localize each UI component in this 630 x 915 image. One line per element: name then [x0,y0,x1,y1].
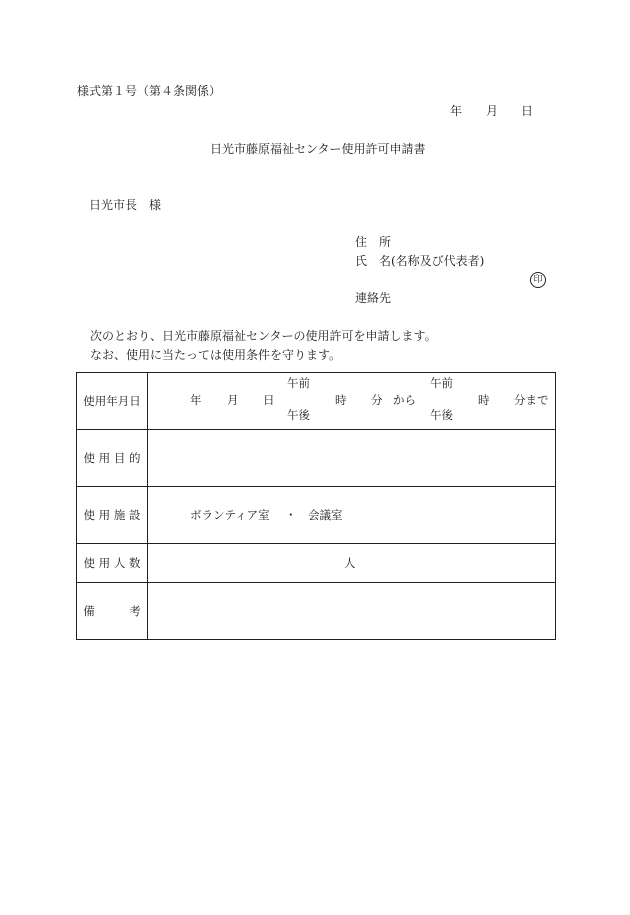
usage-year: 年 [190,393,202,407]
addressee: 日光市長 様 [89,198,162,212]
end-minute-until: 分まで [514,393,549,407]
remarks-field[interactable] [148,583,556,640]
from-label: から [393,393,416,407]
body-text-line-2: なお、使用に当たっては使用条件を守ります。 [90,348,342,362]
start-hour: 時 [335,393,347,407]
start-am[interactable]: 午前 [287,376,310,390]
label-usage-people: 使 用 人 数 [77,544,148,583]
end-pm[interactable]: 午後 [430,408,453,422]
table-row-date [77,373,556,430]
end-hour: 時 [478,393,490,407]
usage-people-field[interactable] [148,544,556,583]
label-remarks: 備 考 [77,583,148,640]
seal-mark: 印 [530,272,546,288]
table-row-people [77,544,556,583]
label-usage-date: 使用年月日 [77,373,148,430]
label-usage-purpose: 使 用 目 的 [77,430,148,487]
body-text-line-1: 次のとおり、日光市藤原福祉センターの使用許可を申請します。 [90,329,437,343]
facility-volunteer-room[interactable]: ボランティア室 [190,508,270,522]
usage-purpose-field[interactable] [148,430,556,487]
usage-facility-field [148,487,556,544]
facility-meeting-room[interactable]: 会議室 [308,508,343,522]
name-label: 氏 名(名称及び代表者) [355,254,485,268]
table-row-remarks [77,583,556,640]
end-am[interactable]: 午前 [430,376,453,390]
people-unit: 人 [344,556,356,570]
date-month-label: 月 [486,104,499,118]
contact-label: 連絡先 [355,291,392,305]
application-table [76,372,556,640]
date-day-label: 日 [521,104,534,118]
start-minute: 分 [371,393,383,407]
usage-month: 月 [227,393,239,407]
form-number: 様式第１号（第４条関係） [77,84,222,98]
label-usage-facility: 使 用 施 設 [77,487,148,544]
usage-date-field[interactable] [148,373,556,430]
usage-day: 日 [263,393,275,407]
document-title: 日光市藤原福祉センター使用許可申請書 [210,142,426,156]
address-label: 住 所 [355,235,392,249]
facility-separator: ・ [285,508,297,522]
table-row-purpose [77,430,556,487]
start-pm[interactable]: 午後 [287,408,310,422]
date-year-label: 年 [450,104,463,118]
table-row-facility [77,487,556,544]
